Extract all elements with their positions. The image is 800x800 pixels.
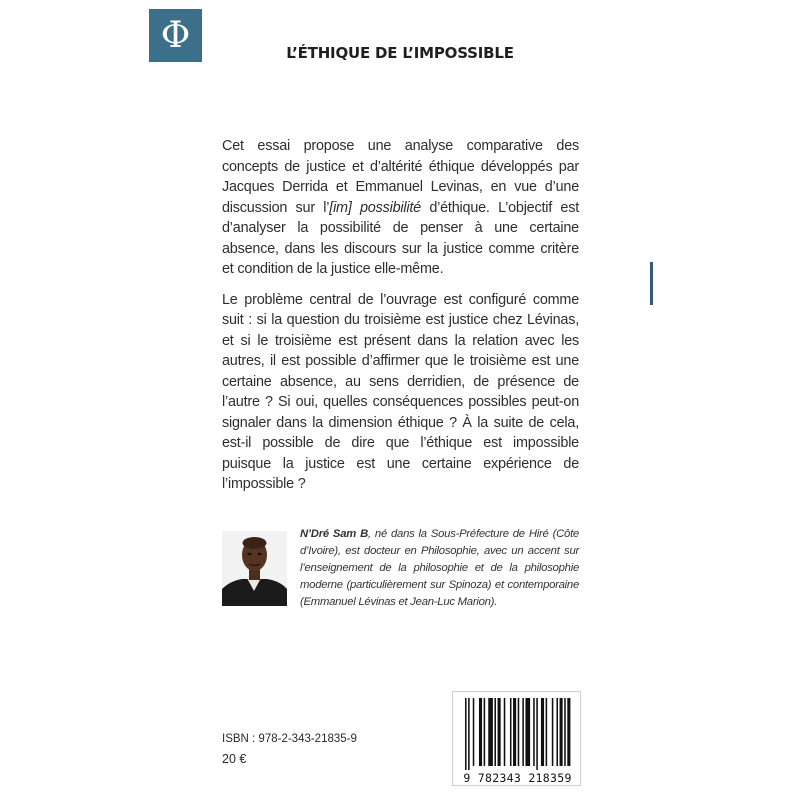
author-name: N’Dré Sam B — [300, 528, 368, 540]
isbn-label: ISBN : 978-2-343-21835-9 — [222, 733, 357, 745]
publisher-logo — [149, 9, 202, 62]
author-bio-text: , né dans la Sous-Préfecture de Hiré (Côte d’Ivoire), est docteur en Philosophie, avec un accent sur l’enseignement de la philosophie et de la philosophie moderne (particulièrement sur Spinoza) et contemporaine (Emmanuel Lévinas et Jean-Luc Marion). — [300, 528, 579, 608]
phi-logo-glyph: Φ — [160, 14, 191, 56]
author-portrait-image — [222, 531, 287, 606]
book-title: L’ÉTHIQUE DE L’IMPOSSIBLE — [286, 44, 514, 62]
author-bio — [300, 526, 579, 611]
barcode-bars — [453, 692, 582, 772]
summary-p1-text-a: Cet essai propose une analyse comparative des concepts de justice et d’altérité éthique développés par Jacques Derrida et Emmanuel Levinas, en vue d’une discussion sur l’ — [222, 138, 579, 216]
price-label: 20 € — [222, 752, 247, 766]
summary-paragraph-1 — [222, 136, 579, 280]
barcode — [452, 691, 581, 786]
summary-p1-italic: [im] possibilité — [329, 199, 421, 216]
barcode-digits: 9 782343 218359 — [463, 771, 572, 785]
spine-accent-mark — [650, 262, 653, 305]
summary-p1-text-c: d’éthique. L’objectif est d’analyser la possibilité de penser à une certaine absence, dans les discours sur la justice comme critère et condition de la justice elle-même. — [222, 199, 580, 277]
book-summary — [222, 136, 579, 505]
author-photo — [222, 531, 287, 606]
summary-paragraph-2: Le problème central de l’ouvrage est configuré comme suit : si la question du troisième est justice chez Lévinas, et si le troisième est présent dans la relation avec les autres, il est possible d’affirmer que le troisième est une certaine absence, au sens derridien, de présence de l’autre ? Si oui, quelles conséquences possibles peut-on signaler dans la dimension éthique ? À la suite de cela, est-il possible de dire que l’éthique est impossible puisque la justice est une certaine expérience de l’impossible ? — [222, 291, 579, 492]
